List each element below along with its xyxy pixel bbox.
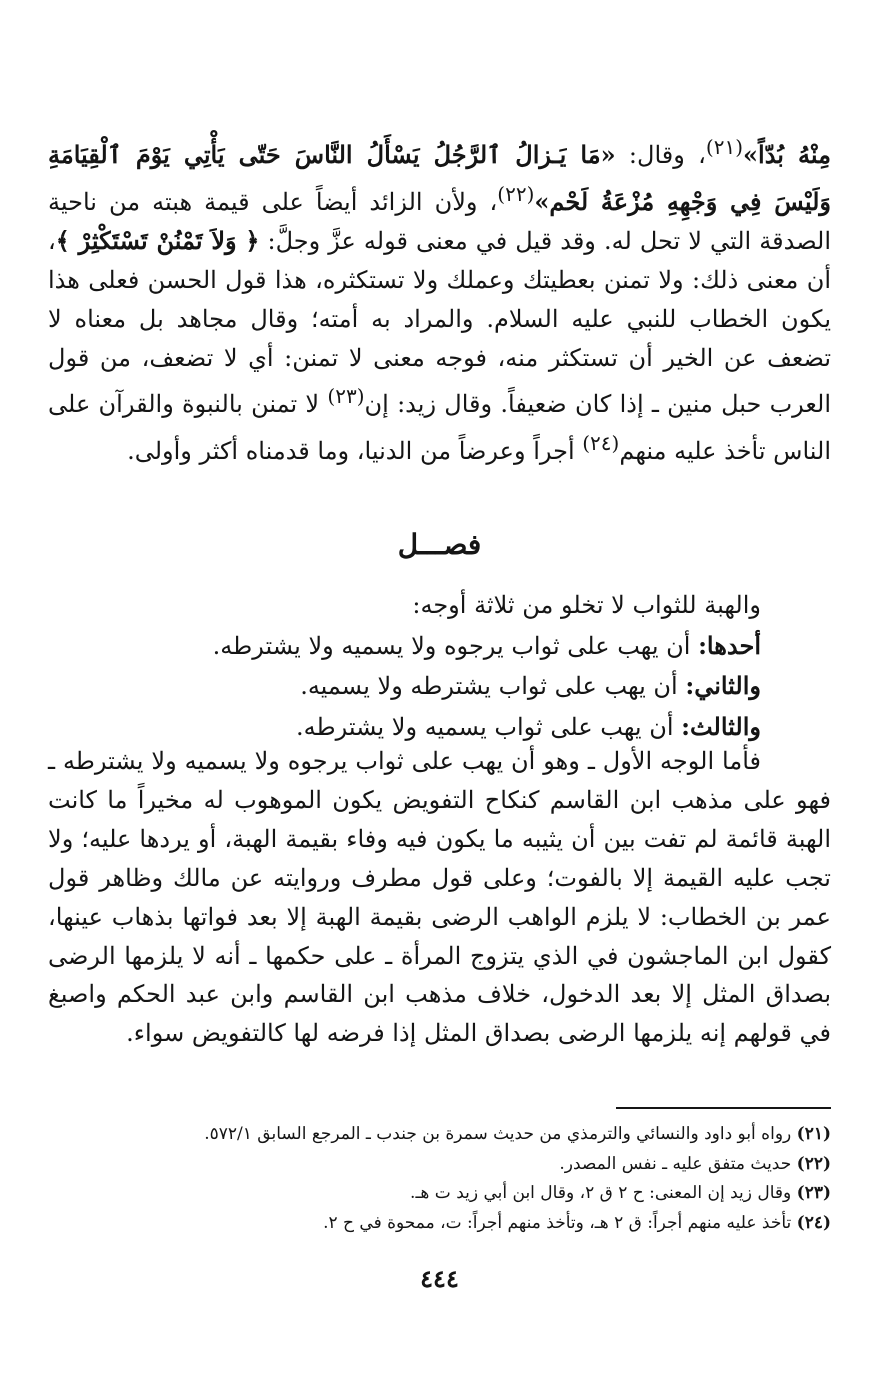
- footnote-text: حديث متفق عليه ـ نفس المصدر.: [559, 1153, 797, 1174]
- paragraph-top-text: [48, 128, 831, 471]
- list-item-lead: والثاني:: [685, 671, 761, 700]
- paragraph-main: [48, 742, 831, 1053]
- list-item-lead: والثالث:: [681, 711, 761, 741]
- hadith-quote: «مَا يَـزالُ ٱلرَّجُلُ يَسْأَلُ النَّاسَ حَتّى يَأْتِي يَوْمَ ٱلْقِيَامَةِ وَلَيْسَ فِي وَجْهِهِ مُزْعَةُ لَحْم»: [48, 140, 832, 216]
- list-intro: والهبة للثواب لا تخلو من ثلاثة أوجه:: [412, 591, 761, 619]
- list-item-2: [48, 666, 831, 707]
- quran-verse: ﴿ وَلاَ تَمْنُنْ تَسْتَكْثِرْ ﴾: [55, 225, 260, 255]
- footnote-number: (٢٣): [796, 1183, 831, 1203]
- text-segment: ، ولأن الزائد أيضاً على قيمة هبته من ناحية الصدقة التي لا تحل له. وقد قيل في معنى قوله عزَّ وجلَّ:: [48, 187, 831, 255]
- list-item-text: أن يهب على ثواب يسميه ولا يشترطه.: [295, 712, 682, 741]
- paragraph-main-text: فأما الوجه الأول ـ وهو أن يهب على ثواب يرجوه ولا يسميه ولا يشترطه ـ فهو على مذهب ابن القاسم كنكاح التفويض يكون الموهوب له مخيراً ما كانت الهبة قائمة لم تفت بين أن يثيبه ما يكون فيه وفاء بقيمة الهبة، أو يردها عليه؛ ولا تجب عليه القيمة إلا بالفوت؛ وعلى قول مطرف وروايته عن مالك وظاهر قول عمر بن الخطاب: لا يلزم الواهب الرضى بقيمة الهبة إلا بعد فواتها بذهاب عينها، كقول ابن الماجشون في الذي يتزوج المرأة ـ على حكمها ـ أنه لا يلزمها الرضى بصداق المثل إلا بعد الدخول، خلاف مذهب ابن القاسم وابن عبد الحكم واصبغ في قولهم إنه يلزمها الرضى بصداق المثل إذا فرضه لها كالتفويض سواء.: [48, 747, 831, 1048]
- footnote-ref-22: (٢٢): [497, 181, 535, 206]
- text-segment: ، أن معنى ذلك: ولا تمنن بعطيتك وعملك ولا تستكثره، هذا قول الحسن فعلى هذا يكون الخطاب للنبي عليه السلام. والمراد به أمته؛ وقال مجاهد بل معناه لا تضعف عن الخير أن تستكثر منه، فوجه معنى لا تمنن: أي لا تضعف، من قول العرب حبل منين ـ إذا كان ضعيفاً. وقال زيد: إن: [48, 226, 832, 419]
- paragraph-top: [48, 128, 831, 471]
- text-segment: أجراً وعرضاً من الدنيا، وما قدمناه أكثر وأولى.: [127, 437, 583, 466]
- section-heading: فصـــل: [397, 528, 482, 561]
- list-item-1: [48, 626, 831, 667]
- list-item-3: [48, 707, 831, 748]
- list-item-text: أن يهب على ثواب يرجوه ولا يسميه ولا يشترطه.: [212, 631, 699, 660]
- footnote-ref-23: (٢٣): [327, 384, 365, 409]
- page-number: ٤٤٤: [420, 1264, 459, 1293]
- list-item-lead: أحدها:: [698, 630, 761, 660]
- footnote-divider: [616, 1107, 831, 1109]
- footnote-text: تأخذ عليه منهم أجراً: ق ٢ هـ، وتأخذ منهم أجراً: ت، ممحوة في ح ٢.: [323, 1212, 797, 1233]
- hadith-fragment: مِنْهُ بُدّاً»: [743, 140, 832, 169]
- footnote-21: [48, 1120, 831, 1150]
- text-segment: لا تمنن بالنبوة والقرآن على الناس تأخذ عليه منهم: [48, 390, 831, 466]
- footnote-23: [48, 1179, 831, 1209]
- footnote-number: (٢٤): [796, 1212, 831, 1233]
- list-item-text: أن يهب على ثواب يشترطه ولا يسميه.: [300, 672, 686, 700]
- footnotes: [48, 1120, 831, 1238]
- footnote-number: (٢١): [796, 1124, 831, 1144]
- footnote-text: رواه أبو داود والنسائي والترمذي من حديث سمرة بن جندب ـ المرجع السابق ٥٧٢/١.: [204, 1124, 797, 1144]
- footnote-22: [48, 1150, 831, 1180]
- footnote-text: وقال زيد إن المعنى: ح ٢ ق ٢، وقال ابن أبي زيد ت هـ.: [410, 1183, 797, 1203]
- text-segment: ، وقال:: [615, 141, 706, 169]
- footnote-ref-21: (٢١): [705, 135, 744, 159]
- footnote-number: (٢٢): [796, 1153, 831, 1174]
- footnote-ref-24: (٢٤): [582, 431, 620, 456]
- footnote-24: [48, 1209, 831, 1239]
- cases-list: [48, 586, 831, 747]
